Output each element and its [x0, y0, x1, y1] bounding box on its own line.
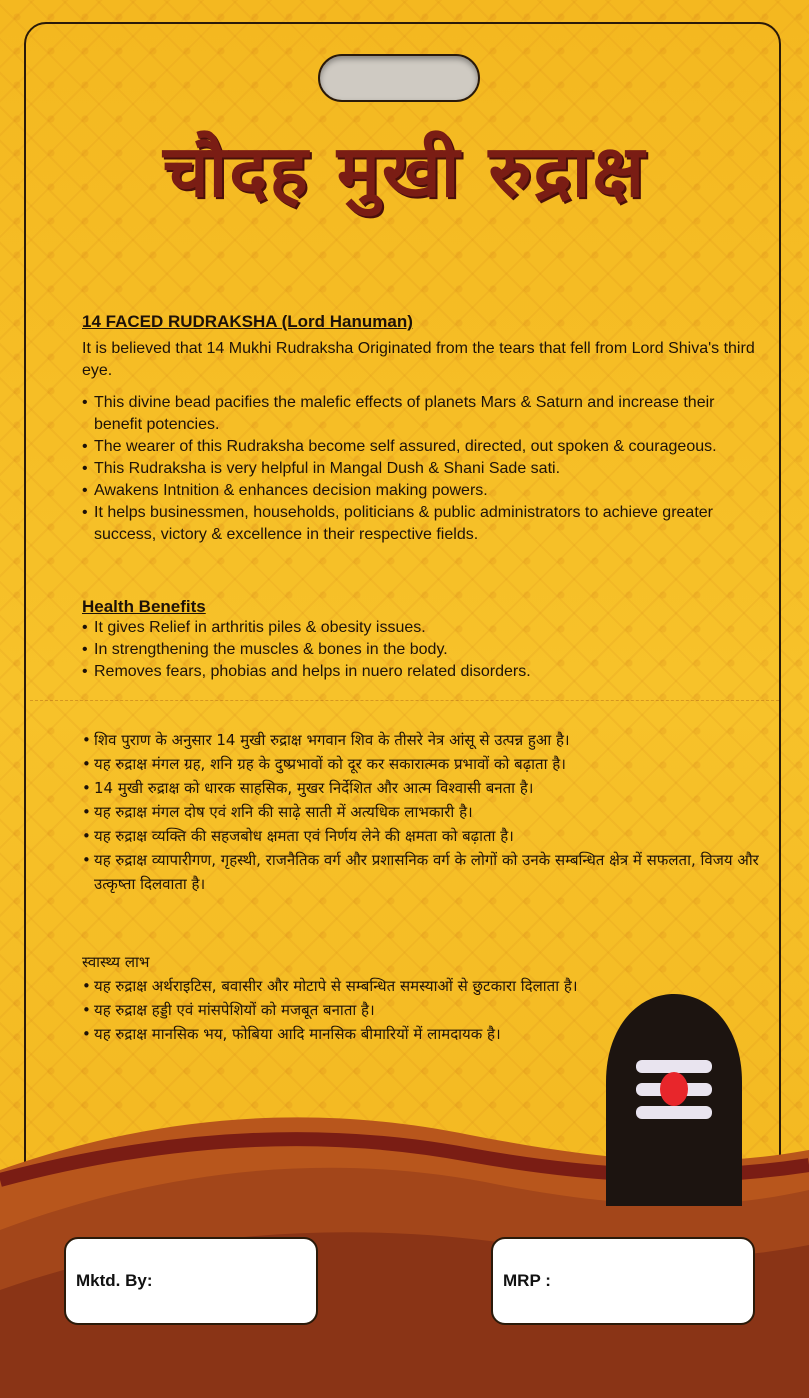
list-item: • शिव पुराण के अनुसार 14 मुखी रुद्राक्ष भगवान शिव के तीसरे नेत्र आंसू से उत्पन्न हुआ है। [82, 728, 762, 752]
health-section [82, 597, 762, 683]
english-intro: It is believed that 14 Mukhi Rudraksha Originated from the tears that fell from Lord Shiva's third eye. [82, 340, 755, 379]
shiva-lingam-icon [598, 992, 750, 1206]
hindi-health-section [82, 952, 602, 1046]
list-item: • 14 मुखी रुद्राक्ष को धारक साहसिक, मुखर निर्देशित और आत्म विश्वासी बनता है। [82, 776, 762, 800]
english-section [82, 312, 762, 546]
list-item: • यह रुद्राक्ष हड्डी एवं मांसपेशियों को मजबूत बनाता है। [82, 998, 602, 1022]
list-item: • Removes fears, phobias and helps in nuero related disorders. [82, 661, 762, 683]
list-item: • यह रुद्राक्ष मानसिक भय, फोबिया आदि मानसिक बीमारियों में लामदायक है। [82, 1022, 602, 1046]
health-bullets [82, 617, 762, 683]
list-item: • It helps businessmen, households, politicians & public administrators to achieve greater success, victory & excellence in their respective fields. [82, 502, 762, 546]
list-item: • यह रुद्राक्ष मंगल ग्रह, शनि ग्रह के दुष्प्रभावों को दूर कर सकारात्मक प्रभावों को बढ़ाता है। [82, 752, 762, 776]
english-bullets [82, 392, 762, 546]
title-hindi: चौदह मुखी रुद्राक्ष [162, 129, 647, 213]
list-item: • This Rudraksha is very helpful in Mangal Dush & Shani Sade sati. [82, 458, 762, 480]
hindi-health-heading: स्वास्थ्य लाभ [82, 953, 150, 971]
list-item: • यह रुद्राक्ष अर्थराइटिस, बवासीर और मोटापे से सम्बन्धित समस्याओं से छुटकारा दिलाता है। [82, 974, 602, 998]
list-item: • यह रुद्राक्ष व्यक्ति की सहजबोध क्षमता एवं निर्णय लेने की क्षमता को बढ़ाता है। [82, 824, 762, 848]
list-item: • यह रुद्राक्ष मंगल दोष एवं शनि की साढ़े साती में अत्यधिक लाभकारी है। [82, 800, 762, 824]
list-item: • It gives Relief in arthritis piles & obesity issues. [82, 617, 762, 639]
mrp-label: MRP : [503, 1271, 551, 1290]
list-item: • यह रुद्राक्ष व्यापारीगण, गृहस्थी, राजनैतिक वर्ग और प्रशासनिक वर्ग के लोगों को उनके सम्बन्धित क्षेत्र में सफलता, विजय और उत्कृष्ता दिलवाता है। [82, 848, 762, 896]
marketed-by-label: Mktd. By: [76, 1271, 153, 1290]
hang-hole [318, 54, 480, 102]
english-heading: 14 FACED RUDRAKSHA (Lord Hanuman) [82, 312, 413, 331]
list-item: • This divine bead pacifies the malefic effects of planets Mars & Saturn and increase their benefit potencies. [82, 392, 762, 436]
hindi-health-bullets [82, 974, 602, 1046]
list-item: • In strengthening the muscles & bones in the body. [82, 639, 762, 661]
mrp-box [491, 1237, 755, 1325]
list-item: • Awakens Intnition & enhances decision making powers. [82, 480, 762, 502]
hindi-bullets [82, 728, 762, 896]
health-heading: Health Benefits [82, 597, 206, 616]
marketed-by-box [64, 1237, 318, 1325]
list-item: • The wearer of this Rudraksha become self assured, directed, out spoken & courageous. [82, 436, 762, 458]
section-divider [30, 700, 779, 701]
hindi-section [82, 728, 762, 896]
